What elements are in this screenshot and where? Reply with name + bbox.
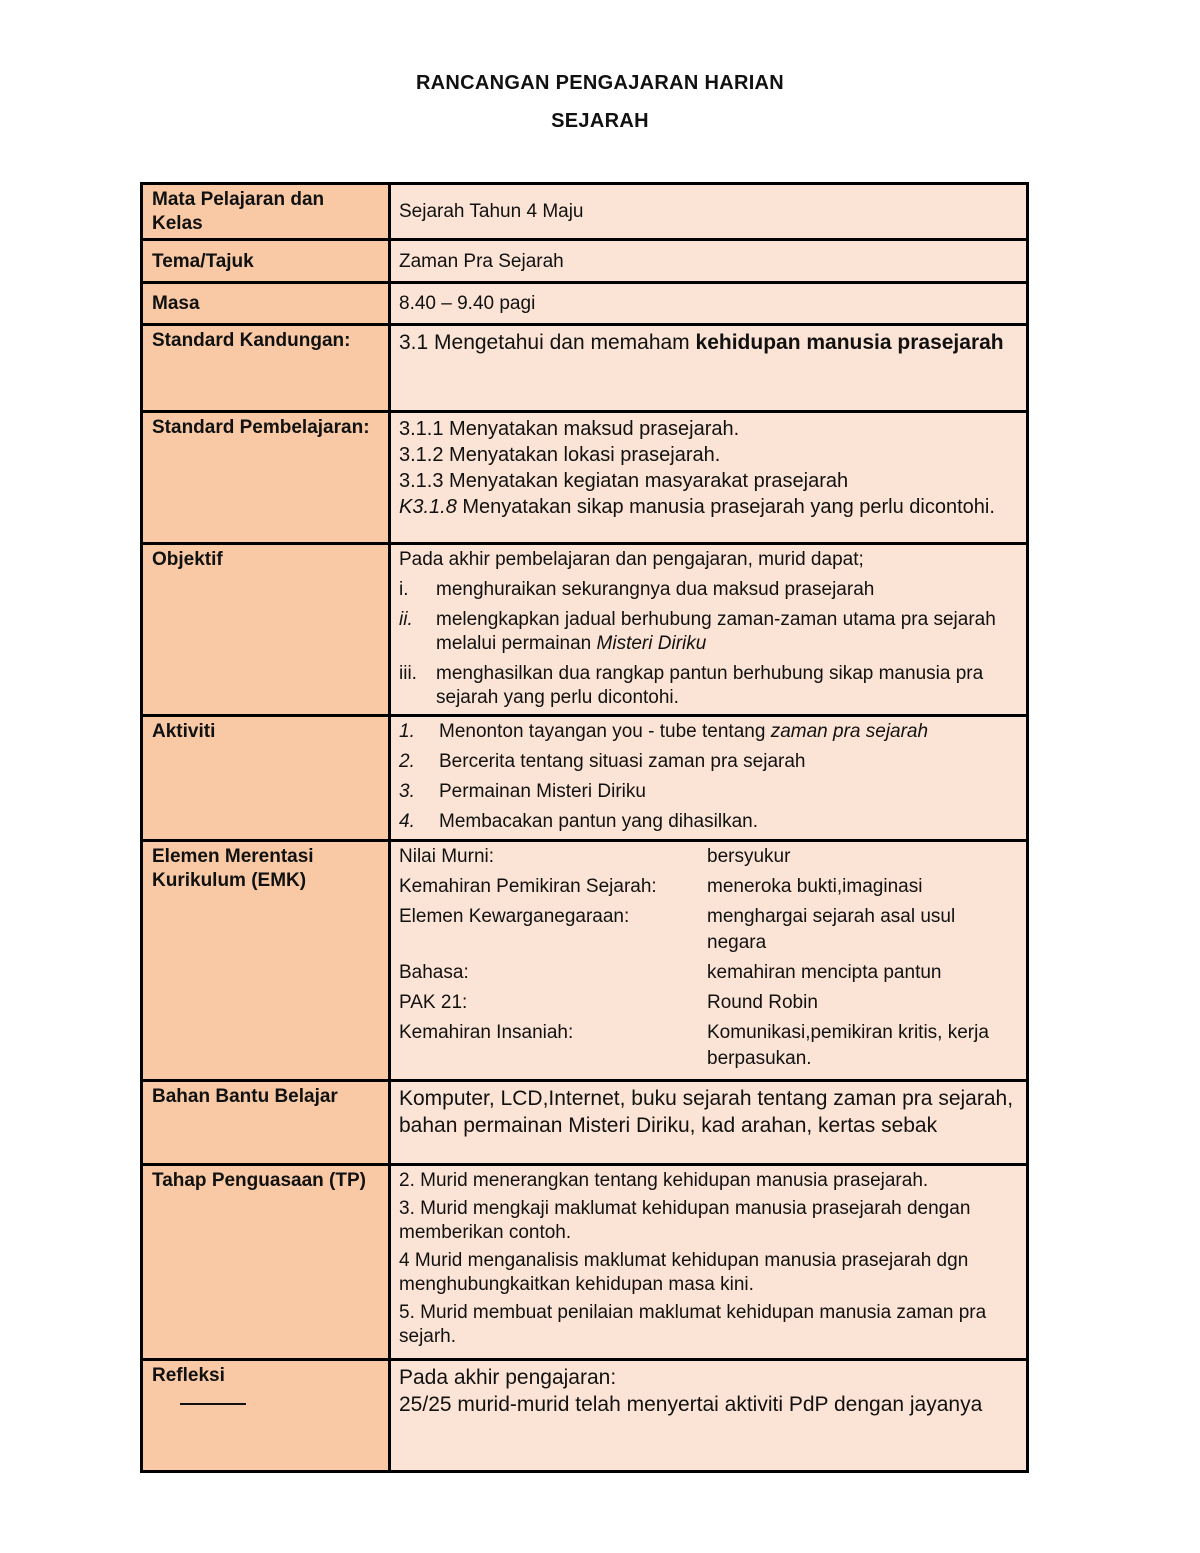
tp-item: 5. Murid membuat penilaian maklumat kehidupan manusia zaman pra sejarh. <box>399 1302 987 1347</box>
label-masa: Masa <box>142 283 390 325</box>
label-bahan-bantu: Bahan Bantu Belajar <box>142 1081 390 1165</box>
row-standard-pembelajaran <box>142 412 1028 544</box>
objektif-item <box>399 662 1018 710</box>
sp-k-text: Menyatakan sikap manusia prasejarah yang perlu dicontohi. <box>456 496 995 518</box>
value-standard-pembelajaran <box>390 412 1028 544</box>
label-standard-pembelajaran: Standard Pembelajaran: <box>142 412 390 544</box>
refleksi-line2: 25/25 murid-murid telah menyertai aktiviti PdP dengan jayanya <box>399 1393 983 1416</box>
row-tahap-penguasaan <box>142 1165 1028 1360</box>
sp-item: 3.1.3 Menyatakan kegiatan masyarakat prasejarah <box>399 470 849 492</box>
page-title: RANCANGAN PENGAJARAN HARIAN <box>415 72 785 94</box>
aktiviti-num: 4. <box>399 811 415 832</box>
emk-key: Bahasa: <box>399 962 469 983</box>
emk-key: PAK 21: <box>399 992 468 1013</box>
label-tahap-penguasaan: Tahap Penguasaan (TP) <box>142 1165 390 1360</box>
sk-bold-text: kehidupan manusia prasejarah <box>695 331 1004 354</box>
emk-value: menghargai sejarah asal usul negara <box>707 906 956 953</box>
value-aktiviti <box>390 716 1028 841</box>
label-standard-kandungan: Standard Kandungan: <box>142 325 390 412</box>
objektif-num: ii. <box>399 609 413 630</box>
row-standard-kandungan <box>142 325 1028 412</box>
aktiviti-text: Menonton tayangan you - tube tentang <box>439 721 771 742</box>
value-bahan-bantu: Komputer, LCD,Internet, buku sejarah tentang zaman pra sejarah, bahan permainan Misteri Diriku, kad arahan, kertas sebak <box>390 1081 1028 1165</box>
aktiviti-text-wrap <box>439 717 928 747</box>
row-bahan-bantu <box>142 1081 1028 1165</box>
sp-k-code: K3.1.8 <box>399 496 457 518</box>
label-tema: Tema/Tajuk <box>142 240 390 283</box>
aktiviti-item <box>399 747 1018 777</box>
emk-key: Nilai Murni: <box>399 846 495 867</box>
aktiviti-italic: zaman pra sejarah <box>770 721 929 742</box>
tp-item: 3. Murid mengkaji maklumat kehidupan manusia prasejarah dengan memberikan contoh. <box>399 1198 971 1243</box>
lesson-plan-table <box>140 182 1029 1473</box>
aktiviti-item <box>399 777 1018 807</box>
aktiviti-text: Bercerita tentang situasi zaman pra sejarah <box>439 751 806 772</box>
objektif-item <box>399 578 1018 602</box>
objektif-text: menghasilkan dua rangkap pantun berhubung sikap manusia pra sejarah yang perlu dicontohi. <box>436 663 984 708</box>
objektif-num: i. <box>399 579 409 600</box>
sk-plain-text: 3.1 Mengetahui dan memaham <box>399 331 696 354</box>
aktiviti-text: Membacakan pantun yang dihasilkan. <box>439 811 758 832</box>
value-tahap-penguasaan <box>390 1165 1028 1360</box>
label-emk: Elemen Merentasi Kurikulum (EMK) <box>142 841 390 1081</box>
value-tema: Zaman Pra Sejarah <box>390 240 1028 283</box>
emk-key: Kemahiran Insaniah: <box>399 1022 574 1043</box>
sp-item: 3.1.1 Menyatakan maksud prasejarah. <box>399 418 740 440</box>
row-emk <box>142 841 1028 1081</box>
refleksi-underline <box>180 1403 246 1405</box>
page-subtitle: SEJARAH <box>551 110 649 132</box>
emk-key: Kemahiran Pemikiran Sejarah: <box>399 876 657 897</box>
value-emk <box>390 841 1028 1081</box>
aktiviti-num: 2. <box>399 751 415 772</box>
objektif-text-wrap <box>436 608 1018 656</box>
emk-value: Round Robin <box>707 992 818 1013</box>
tp-item: 4 Murid menganalisis maklumat kehidupan manusia prasejarah dgn menghubungkaitkan kehidupan masa kini. <box>399 1250 969 1295</box>
label-refleksi <box>142 1360 390 1472</box>
objektif-num: iii. <box>399 663 417 684</box>
value-objektif <box>390 544 1028 716</box>
row-mata-pelajaran <box>142 184 1028 240</box>
sp-item-k <box>399 494 1018 520</box>
value-masa: 8.40 – 9.40 pagi <box>390 283 1028 325</box>
refleksi-label-text: Refleksi <box>152 1365 225 1386</box>
refleksi-line1: Pada akhir pengajaran: <box>399 1366 617 1389</box>
label-objektif: Objektif <box>142 544 390 716</box>
objektif-text: menghuraikan sekurangnya dua maksud prasejarah <box>436 579 875 600</box>
tp-item: 2. Murid menerangkan tentang kehidupan manusia prasejarah. <box>399 1170 929 1191</box>
objektif-text: melengkapkan jadual berhubung zaman-zaman utama pra sejarah melalui permainan <box>436 609 996 654</box>
value-standard-kandungan <box>390 325 1028 412</box>
emk-value: meneroka bukti,imaginasi <box>707 876 923 897</box>
label-mata-pelajaran: Mata Pelajaran dan Kelas <box>142 184 390 240</box>
aktiviti-num: 1. <box>399 721 415 742</box>
emk-value: bersyukur <box>707 846 791 867</box>
label-aktiviti: Aktiviti <box>142 716 390 841</box>
value-mata-pelajaran: Sejarah Tahun 4 Maju <box>390 184 1028 240</box>
aktiviti-item <box>399 807 1018 837</box>
aktiviti-item <box>399 717 1018 747</box>
emk-value: kemahiran mencipta pantun <box>707 962 942 983</box>
row-objektif <box>142 544 1028 716</box>
value-refleksi <box>390 1360 1028 1472</box>
emk-key: Elemen Kewarganegaraan: <box>399 906 630 927</box>
objektif-intro: Pada akhir pembelajaran dan pengajaran, murid dapat; <box>399 549 864 570</box>
emk-value: Komunikasi,pemikiran kritis, kerja berpasukan. <box>707 1022 989 1069</box>
row-masa <box>142 283 1028 325</box>
row-aktiviti <box>142 716 1028 841</box>
objektif-item <box>399 608 1018 656</box>
objektif-italic: Misteri Diriku <box>596 633 707 654</box>
row-refleksi <box>142 1360 1028 1472</box>
row-tema <box>142 240 1028 283</box>
aktiviti-text: Permainan Misteri Diriku <box>439 781 646 802</box>
sp-item: 3.1.2 Menyatakan lokasi prasejarah. <box>399 444 721 466</box>
aktiviti-num: 3. <box>399 781 415 802</box>
